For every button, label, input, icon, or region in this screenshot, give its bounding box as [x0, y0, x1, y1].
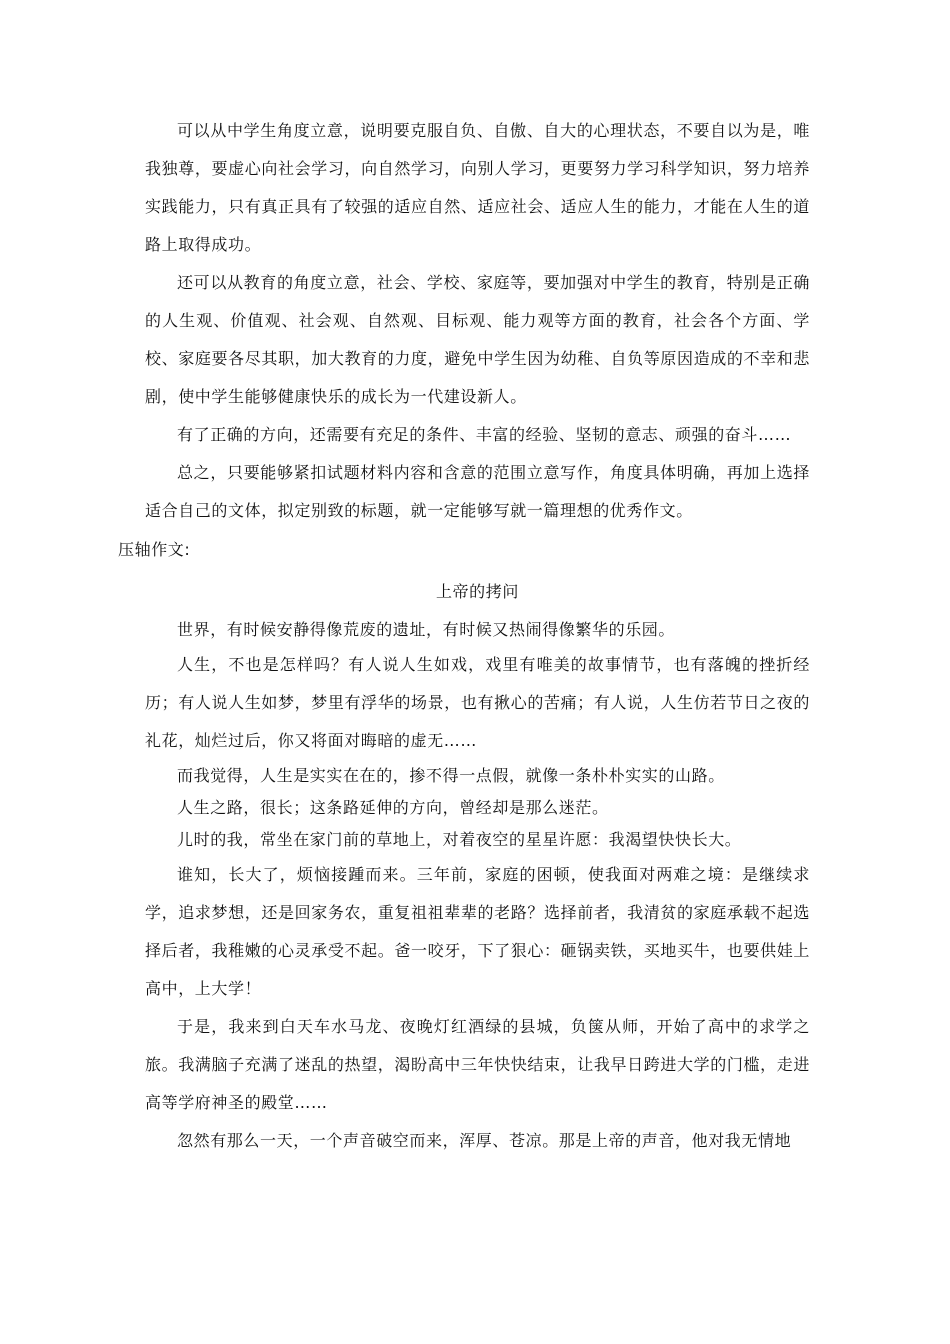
essay-paragraph-2: 人生，不也是怎样吗？有人说人生如戏，戏里有唯美的故事情节，也有落魄的挫折经历；有人说人生如梦，梦里有浮华的场景，也有揪心的苦痛；有人说，人生仿若节日之夜的礼花，灿烂过后，你又将面对晦暗的虚无……: [145, 655, 810, 750]
intro-paragraph-2: 还可以从教育的角度立意，社会、学校、家庭等，要加强对中学生的教育，特别是正确的人生观、价值观、社会观、自然观、目标观、能力观等方面的教育，社会各个方面、学校、家庭要各尽其职，加大教育的力度，避免中学生因为幼稚、自负等原因造成的不幸和悲剧，使中学生能够健康快乐的成长为一代建设新人。: [145, 273, 810, 406]
essay-title: 上帝的拷问: [435, 582, 519, 601]
essay-paragraph-6: 谁知，长大了，烦恼接踵而来。三年前，家庭的困顿，使我面对两难之境：是继续求学，追求梦想，还是回家务农，重复祖祖辈辈的老路？选择前者，我清贫的家庭承载不起选择后者，我稚嫩的心灵承受不起。爸一咬牙，下了狠心：砸锅卖铁，买地买牛，也要供娃上高中，上大学！: [145, 865, 810, 998]
essay-paragraph-3: 而我觉得，人生是实实在在的，掺不得一点假，就像一条朴朴实实的山路。: [177, 766, 725, 785]
essay-paragraph-1: 世界，有时候安静得像荒废的遗址，有时候又热闹得像繁华的乐园。: [177, 620, 676, 639]
intro-paragraph-4: 总之，只要能够紧扣试题材料内容和含意的范围立意写作，角度具体明确，再加上选择适合自己的文体，拟定别致的标题，就一定能够写就一篇理想的优秀作文。: [145, 463, 810, 520]
essay-paragraph-5: 儿时的我，常坐在家门前的草地上，对着夜空的星星许愿：我渴望快快长大。: [177, 830, 742, 849]
section-label: 压轴作文:: [118, 540, 191, 559]
essay-paragraph-7: 于是，我来到白天车水马龙、夜晚灯红酒绿的县城，负箧从师，开始了高中的求学之旅。我满脑子充满了迷乱的热望，渴盼高中三年快快结束，让我早日跨进大学的门槛，走进高等学府神圣的殿堂……: [145, 1017, 810, 1112]
document-body: [118, 112, 810, 1160]
essay-paragraph-8: 忽然有那么一天，一个声音破空而来，浑厚、苍凉。那是上帝的声音，他对我无情地: [177, 1131, 792, 1150]
intro-paragraph-1: 可以从中学生角度立意，说明要克服自负、自傲、自大的心理状态，不要自以为是，唯我独尊，要虚心向社会学习，向自然学习，向别人学习，更要努力学习科学知识，努力培养实践能力，只有真正具有了较强的适应自然、适应社会、适应人生的能力，才能在人生的道路上取得成功。: [145, 121, 810, 254]
essay-paragraph-4: 人生之路，很长；这条路延伸的方向，曾经却是那么迷茫。: [177, 798, 609, 817]
intro-paragraph-3: 有了正确的方向，还需要有充足的条件、丰富的经验、坚韧的意志、顽强的奋斗……: [177, 425, 792, 444]
